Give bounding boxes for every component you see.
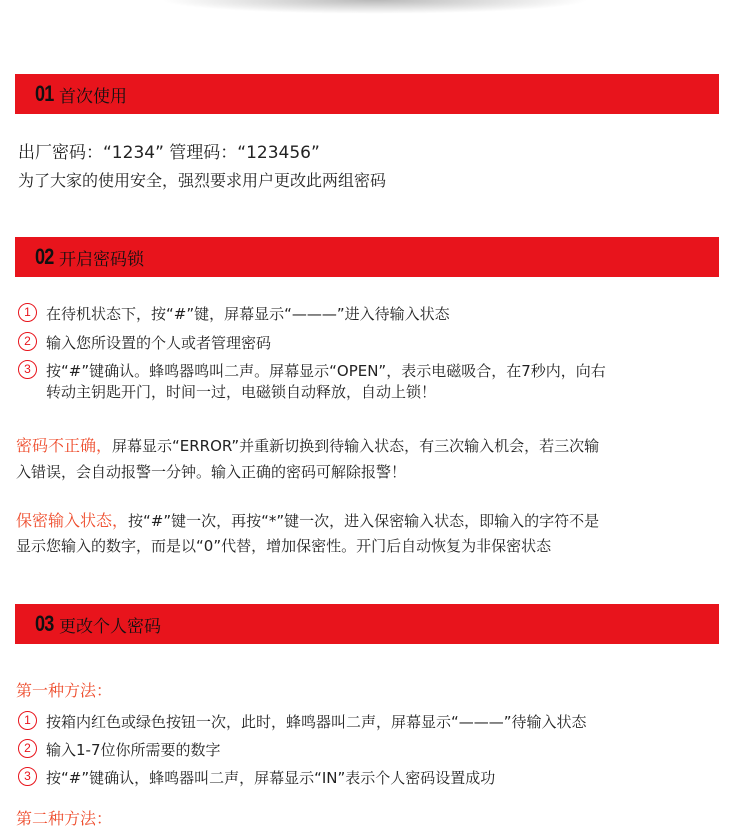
step-text: 按“#”键确认。蜂鸣器鸣叫二声。屏幕显示“OPEN”，表示电磁吸合，在7秒内，向右 [46,362,606,380]
open-step-3 [18,360,606,381]
section-title: 更改个人密码 [59,616,161,637]
step-text: 按箱内红色或绿色按钮一次，此时，蜂鸣器叫二声，屏幕显示“———”待输入状态 [46,713,587,731]
section-header-first-use [15,74,719,114]
step-number-1-icon: 1 [18,711,37,730]
section-number: 01 [35,81,54,106]
method-2-title: 第二种方法： [16,809,113,828]
section-title: 首次使用 [59,86,127,107]
change-step-1 [18,711,587,732]
secure-input-paragraph-continued [16,535,551,556]
section-header-change-password [15,604,719,644]
step-text-continued: 转动主钥匙开门，时间一过，电磁锁自动释放，自动上锁！ [46,383,437,401]
change-step-2 [18,739,221,760]
wrong-code-paragraph-continued [16,461,406,482]
secure-input-lead: 保密输入状态， [16,511,129,530]
step-number-3-icon: 3 [18,767,37,786]
method-1-title: 第一种方法： [16,681,113,700]
step-number-2-icon: 2 [18,332,37,351]
top-shadow-decoration [160,0,590,14]
step-number-3-icon: 3 [18,360,37,379]
open-step-2 [18,332,271,353]
security-advice-line: 为了大家的使用安全，强烈要求用户更改此两组密码 [18,171,387,190]
step-text: 按“#”键确认，蜂鸣器叫二声，屏幕显示“IN”表示个人密码设置成功 [46,769,496,787]
step-text: 输入您所设置的个人或者管理密码 [46,334,272,352]
wrong-code-lead: 密码不正确， [16,436,113,455]
section-title: 开启密码锁 [59,249,144,270]
section-header-open-lock [15,237,719,277]
secure-input-text-continued: 显示您输入的数字，而是以“0”代替，增加保密性。开门后自动恢复为非保密状态 [16,537,552,555]
change-step-3 [18,767,495,788]
step-number-1-icon: 1 [18,303,37,322]
step-text: 输入1-7位你所需要的数字 [46,741,221,759]
factory-code-line: 出厂密码：“1234” 管理码：“123456” [18,143,320,163]
secure-input-text: 按“#”键一次，再按“*”键一次，进入保密输入状态，即输入的字符不是 [128,512,600,530]
section-number: 03 [35,611,54,636]
secure-input-paragraph [16,508,599,531]
step-number-2-icon: 2 [18,739,37,758]
open-step-3-continued [46,381,436,402]
open-step-1 [18,303,450,324]
step-text: 在待机状态下，按“#”键，屏幕显示“———”进入待输入状态 [46,305,450,323]
wrong-code-text: 屏幕显示“ERROR”并重新切换到待输入状态，有三次输入机会，若三次输 [112,437,600,455]
wrong-code-paragraph [16,433,599,456]
wrong-code-text-continued: 入错误，会自动报警一分钟。输入正确的密码可解除报警！ [16,463,407,481]
section-number: 02 [35,244,54,269]
